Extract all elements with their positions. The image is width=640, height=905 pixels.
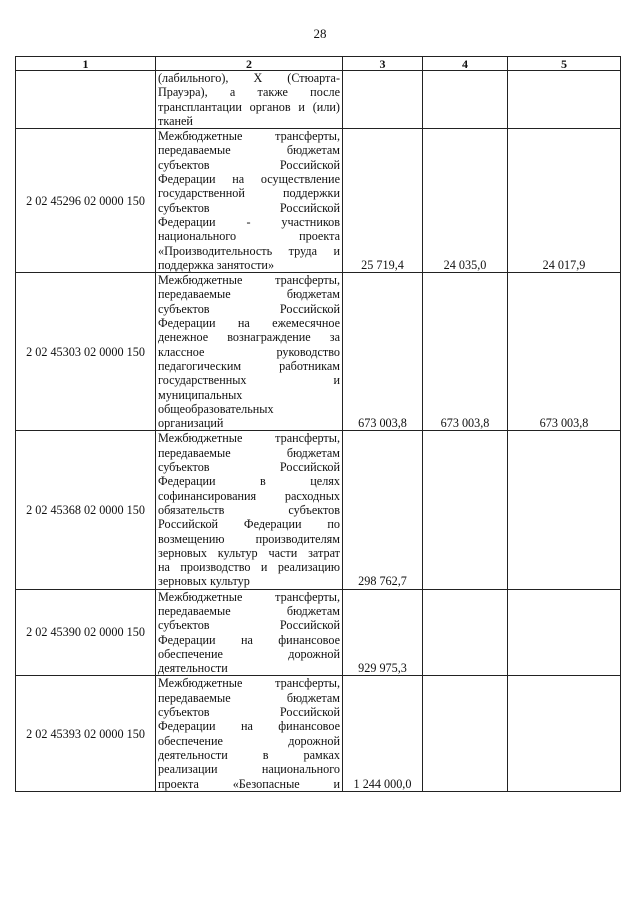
amount-cell-v5	[508, 589, 621, 676]
name-line: Межбюджетные трансферты,	[158, 431, 340, 446]
name-line: передаваемые бюджетам	[158, 690, 340, 705]
name-line: государственных и	[158, 373, 340, 388]
name-line: Прауэра), а также после	[158, 85, 340, 100]
amount-cell-v3: 25 719,4	[343, 129, 423, 273]
name-line: Межбюджетные трансферты,	[158, 129, 340, 144]
name-line: деятельности в рамках	[158, 747, 340, 762]
budget-code-cell: 2 02 45393 02 0000 150	[16, 676, 156, 791]
name-line: Межбюджетные трансферты,	[158, 676, 340, 691]
revenue-name-cell	[156, 273, 343, 431]
name-line: классное руководство	[158, 344, 340, 359]
name-line: передаваемые бюджетам	[158, 603, 340, 618]
amount-cell-v4: 24 035,0	[423, 129, 508, 273]
budget-code-cell: 2 02 45368 02 0000 150	[16, 431, 156, 589]
name-line: Федерации в целях	[158, 474, 340, 489]
amount-cell-v3: 298 762,7	[343, 431, 423, 589]
column-header: 4	[423, 57, 508, 71]
name-line: субъектов Российской	[158, 460, 340, 475]
name-line: субъектов Российской	[158, 301, 340, 316]
name-line: передаваемые бюджетам	[158, 143, 340, 158]
name-line: реализации национального	[158, 762, 340, 777]
name-line: возмещению производителям	[158, 531, 340, 546]
revenue-name-cell	[156, 71, 343, 129]
name-line: субъектов Российской	[158, 705, 340, 720]
name-line: субъектов Российской	[158, 200, 340, 215]
name-line: Межбюджетные трансферты,	[158, 589, 340, 604]
name-line: софинансирования расходных	[158, 488, 340, 503]
amount-cell-v4	[423, 589, 508, 676]
name-line: зерновых культур	[158, 574, 250, 589]
revenue-name-cell	[156, 676, 343, 791]
name-line: на производство и реализацию	[158, 560, 340, 575]
name-line: Межбюджетные трансферты,	[158, 273, 340, 288]
amount-cell-v4	[423, 71, 508, 129]
table-row	[16, 71, 621, 129]
table-row	[16, 273, 621, 431]
table-row	[16, 431, 621, 589]
name-line: государственной поддержки	[158, 186, 340, 201]
budget-code-cell	[16, 71, 156, 129]
revenue-name-cell	[156, 431, 343, 589]
name-line: педагогическим работникам	[158, 358, 340, 373]
name-line: Федерации - участников	[158, 214, 340, 229]
name-line: Федерации на финансовое	[158, 632, 340, 647]
amount-cell-v3: 673 003,8	[343, 273, 423, 431]
name-line: тканей	[158, 113, 193, 128]
name-line: (лабильного), Х (Стюарта-	[158, 71, 340, 85]
page-number: 28	[313, 26, 327, 41]
name-line: Российской Федерации по	[158, 517, 340, 532]
name-line: трансплантации органов и (или)	[158, 99, 340, 114]
column-header: 5	[508, 57, 621, 71]
name-line: субъектов Российской	[158, 618, 340, 633]
column-header: 3	[343, 57, 423, 71]
name-line: обязательств субъектов	[158, 502, 340, 517]
column-header: 2	[156, 57, 343, 71]
revenue-name-cell	[156, 129, 343, 273]
name-line: обеспечение дорожной	[158, 646, 340, 661]
amount-cell-v3	[343, 71, 423, 129]
name-line: поддержка занятости»	[158, 257, 275, 272]
table-row	[16, 129, 621, 273]
budget-code-cell: 2 02 45390 02 0000 150	[16, 589, 156, 676]
table-row	[16, 676, 621, 791]
amount-cell-v4	[423, 431, 508, 589]
name-line: национального проекта	[158, 229, 340, 244]
table-row	[16, 589, 621, 676]
name-line: организаций	[158, 416, 224, 431]
name-line: «Производительность труда и	[158, 243, 340, 258]
name-line: Федерации на ежемесячное	[158, 316, 340, 331]
name-line: передаваемые бюджетам	[158, 445, 340, 460]
name-line: Федерации на осуществление	[158, 172, 340, 187]
name-line: передаваемые бюджетам	[158, 287, 340, 302]
amount-cell-v4: 673 003,8	[423, 273, 508, 431]
amount-cell-v5	[508, 71, 621, 129]
name-line: деятельности	[158, 661, 228, 676]
amount-cell-v4	[423, 676, 508, 791]
amount-cell-v3: 1 244 000,0	[343, 676, 423, 791]
name-line: общеобразовательных	[158, 401, 274, 416]
amount-cell-v5: 673 003,8	[508, 273, 621, 431]
table-header-row	[16, 57, 621, 71]
amount-cell-v5	[508, 676, 621, 791]
name-line: Федерации на финансовое	[158, 719, 340, 734]
name-line: денежное вознаграждение за	[158, 330, 340, 345]
name-line: проекта «Безопасные и	[158, 776, 340, 791]
budget-table	[15, 56, 621, 792]
budget-code-cell: 2 02 45296 02 0000 150	[16, 129, 156, 273]
amount-cell-v5	[508, 431, 621, 589]
name-line: субъектов Российской	[158, 157, 340, 172]
budget-code-cell: 2 02 45303 02 0000 150	[16, 273, 156, 431]
name-line: обеспечение дорожной	[158, 733, 340, 748]
revenue-name-cell	[156, 589, 343, 676]
amount-cell-v5: 24 017,9	[508, 129, 621, 273]
name-line: зерновых культур части затрат	[158, 545, 340, 560]
amount-cell-v3: 929 975,3	[343, 589, 423, 676]
column-header: 1	[16, 57, 156, 71]
name-line: муниципальных	[158, 387, 243, 402]
